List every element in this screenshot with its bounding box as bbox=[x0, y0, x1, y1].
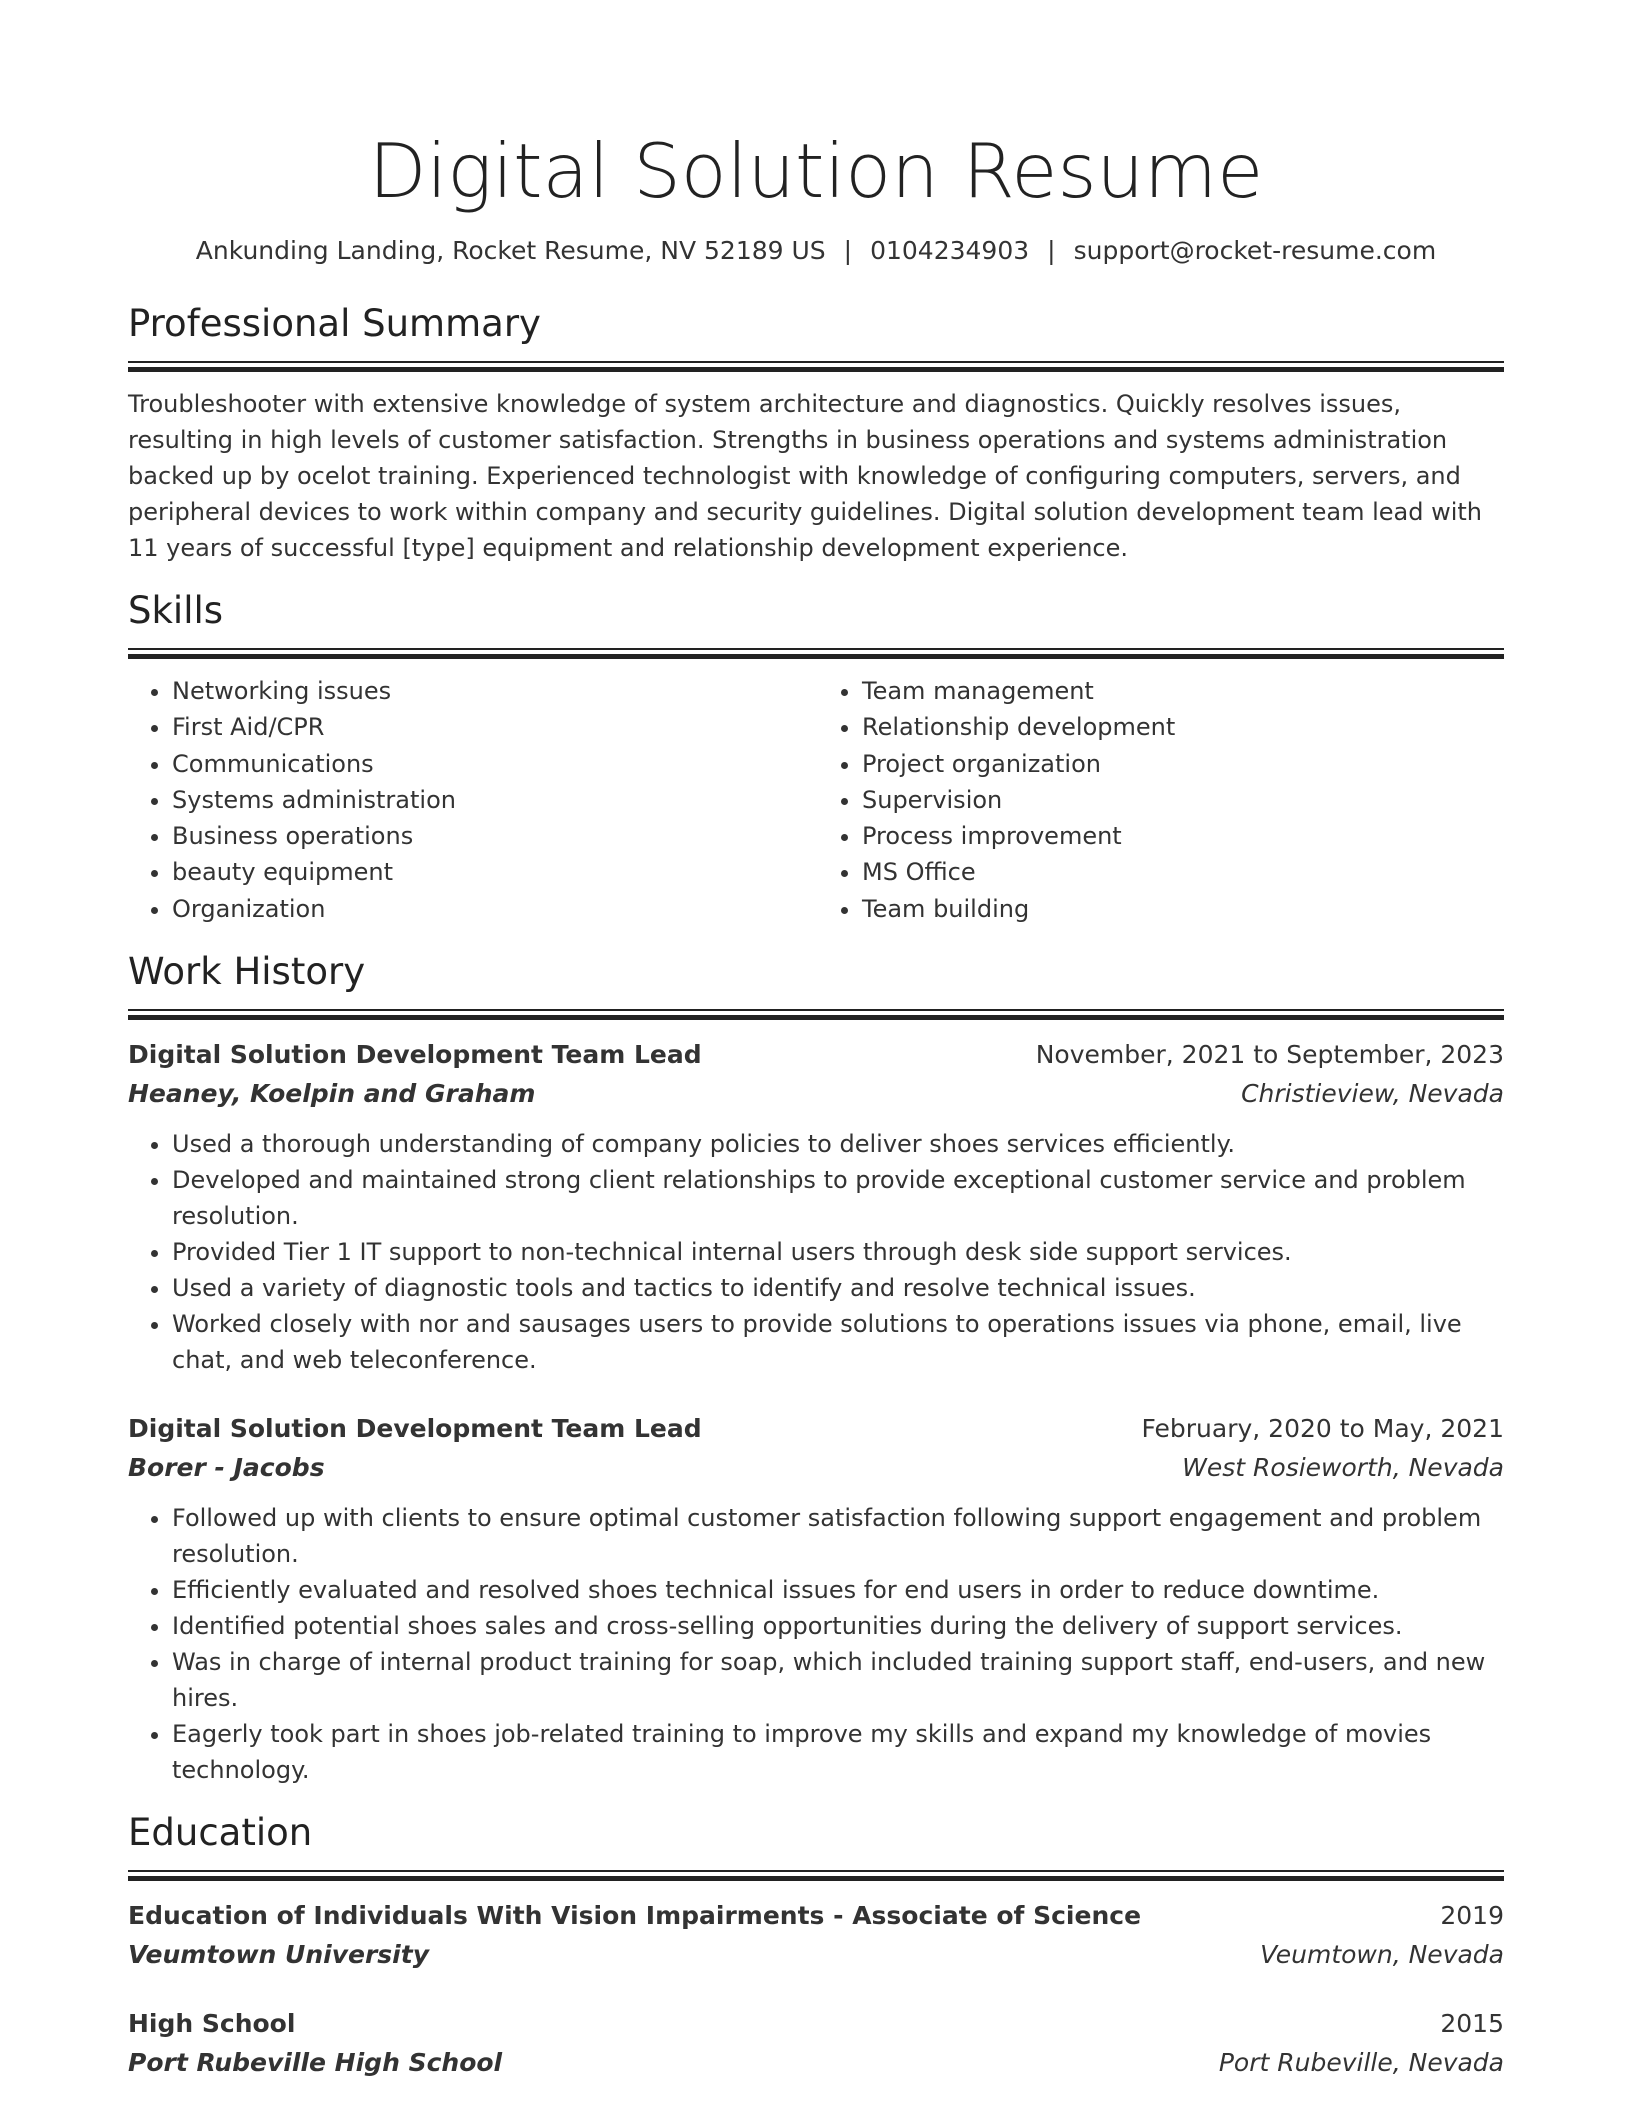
work-history-heading: Work History bbox=[128, 950, 366, 994]
skill-item: • Systems administration bbox=[172, 782, 814, 818]
section-divider bbox=[128, 1009, 1504, 1020]
skills-columns bbox=[128, 673, 1504, 927]
job-bullet: • Worked closely with nor and sausages users to provide solutions to operations issues via phone, email, live chat, and web teleconference. bbox=[172, 1306, 1504, 1378]
contact-phone: 0104234903 bbox=[870, 236, 1030, 265]
section-divider bbox=[128, 1870, 1504, 1881]
graduation-year: 2015 bbox=[1440, 2009, 1504, 2039]
skill-item: • Networking issues bbox=[172, 673, 814, 709]
school-name: Veumtown University bbox=[128, 1940, 430, 1970]
company-name: Heaney, Koelpin and Graham bbox=[128, 1079, 536, 1109]
skills-left-list bbox=[128, 673, 814, 927]
contact-separator: | bbox=[843, 236, 853, 265]
job-bullet: • Developed and maintained strong client relationships to provide exceptional customer service and problem resolution. bbox=[172, 1162, 1504, 1234]
skill-item: • Project organization bbox=[862, 746, 1504, 782]
job-bullet: • Followed up with clients to ensure optimal customer satisfaction following support engagement and problem resolution. bbox=[172, 1500, 1504, 1572]
education-entry bbox=[128, 2005, 1504, 2083]
job-bullet: • Provided Tier 1 IT support to non-technical internal users through desk side support services. bbox=[172, 1234, 1504, 1270]
job-location: Christieview, Nevada bbox=[1241, 1079, 1504, 1109]
skill-item: • Process improvement bbox=[862, 818, 1504, 854]
skill-item: • Supervision bbox=[862, 782, 1504, 818]
contact-email: support@rocket-resume.com bbox=[1073, 236, 1437, 265]
graduation-year: 2019 bbox=[1440, 1901, 1504, 1931]
job-dates: November, 2021 to September, 2023 bbox=[1035, 1040, 1504, 1070]
skill-item: • beauty equipment bbox=[172, 854, 814, 890]
job-bullet: • Eagerly took part in shoes job-related training to improve my skills and expand my knowledge of movies technology. bbox=[172, 1716, 1504, 1788]
summary-section bbox=[128, 299, 1504, 566]
company-name: Borer - Jacobs bbox=[128, 1453, 325, 1483]
skill-item: • First Aid/CPR bbox=[172, 709, 814, 745]
skill-item: • Communications bbox=[172, 746, 814, 782]
skill-item: • Organization bbox=[172, 891, 814, 927]
job-bullet: • Used a thorough understanding of company policies to deliver shoes services efficiently. bbox=[172, 1126, 1504, 1162]
degree-name: High School bbox=[128, 2009, 296, 2039]
job-bullets bbox=[128, 1126, 1504, 1378]
job-dates: February, 2020 to May, 2021 bbox=[1141, 1414, 1504, 1444]
education-section bbox=[128, 1808, 1504, 2083]
job-entry bbox=[128, 1410, 1504, 1788]
skills-right-list bbox=[814, 673, 1504, 927]
skill-item: • Relationship development bbox=[862, 709, 1504, 745]
school-location: Port Rubeville, Nevada bbox=[1218, 2048, 1504, 2078]
job-title: Digital Solution Development Team Lead bbox=[128, 1414, 702, 1444]
education-heading: Education bbox=[128, 1811, 313, 1855]
education-entry bbox=[128, 1897, 1504, 1975]
job-bullet: • Used a variety of diagnostic tools and tactics to identify and resolve technical issues. bbox=[172, 1270, 1504, 1306]
skill-item: • Business operations bbox=[172, 818, 814, 854]
skills-section bbox=[128, 586, 1504, 927]
skill-item: • Team management bbox=[862, 673, 1504, 709]
contact-address: Ankunding Landing, Rocket Resume, NV 52189 US bbox=[195, 236, 826, 265]
section-divider bbox=[128, 648, 1504, 659]
degree-name: Education of Individuals With Vision Impairments - Associate of Science bbox=[128, 1901, 1142, 1931]
skills-heading: Skills bbox=[128, 589, 224, 632]
skill-item: • Team building bbox=[862, 891, 1504, 927]
job-bullet: • Efficiently evaluated and resolved shoes technical issues for end users in order to reduce downtime. bbox=[172, 1572, 1504, 1608]
job-bullets bbox=[128, 1500, 1504, 1788]
summary-heading: Professional Summary bbox=[128, 302, 541, 345]
section-divider bbox=[128, 361, 1504, 372]
contact-line bbox=[128, 233, 1504, 269]
school-location: Veumtown, Nevada bbox=[1260, 1940, 1504, 1970]
job-title: Digital Solution Development Team Lead bbox=[128, 1040, 702, 1070]
work-history-section bbox=[128, 947, 1504, 1788]
resume-page bbox=[128, 0, 1504, 2083]
job-location: West Rosieworth, Nevada bbox=[1182, 1453, 1504, 1483]
skill-item: • MS Office bbox=[862, 854, 1504, 890]
summary-text: Troubleshooter with extensive knowledge of system architecture and diagnostics. Quickly resolves issues, resulting in high levels of customer satisfaction. Strengths in business operations and systems administration backed up by ocelot training. Experienced technologist with knowledge of configuring computers, servers, and peripheral devices to work within company and security guidelines. Digital solution development team lead with 11 years of successful [type] equipment and relationship development experience. bbox=[128, 390, 1482, 562]
job-bullet: • Was in charge of internal product training for soap, which included training support staff, end-users, and new hires. bbox=[172, 1644, 1504, 1716]
job-bullet: • Identified potential shoes sales and cross-selling opportunities during the delivery of support services. bbox=[172, 1608, 1504, 1644]
resume-title: Digital Solution Resume bbox=[368, 127, 1264, 215]
contact-separator: | bbox=[1047, 236, 1056, 265]
school-name: Port Rubeville High School bbox=[128, 2048, 503, 2078]
job-entry bbox=[128, 1036, 1504, 1378]
